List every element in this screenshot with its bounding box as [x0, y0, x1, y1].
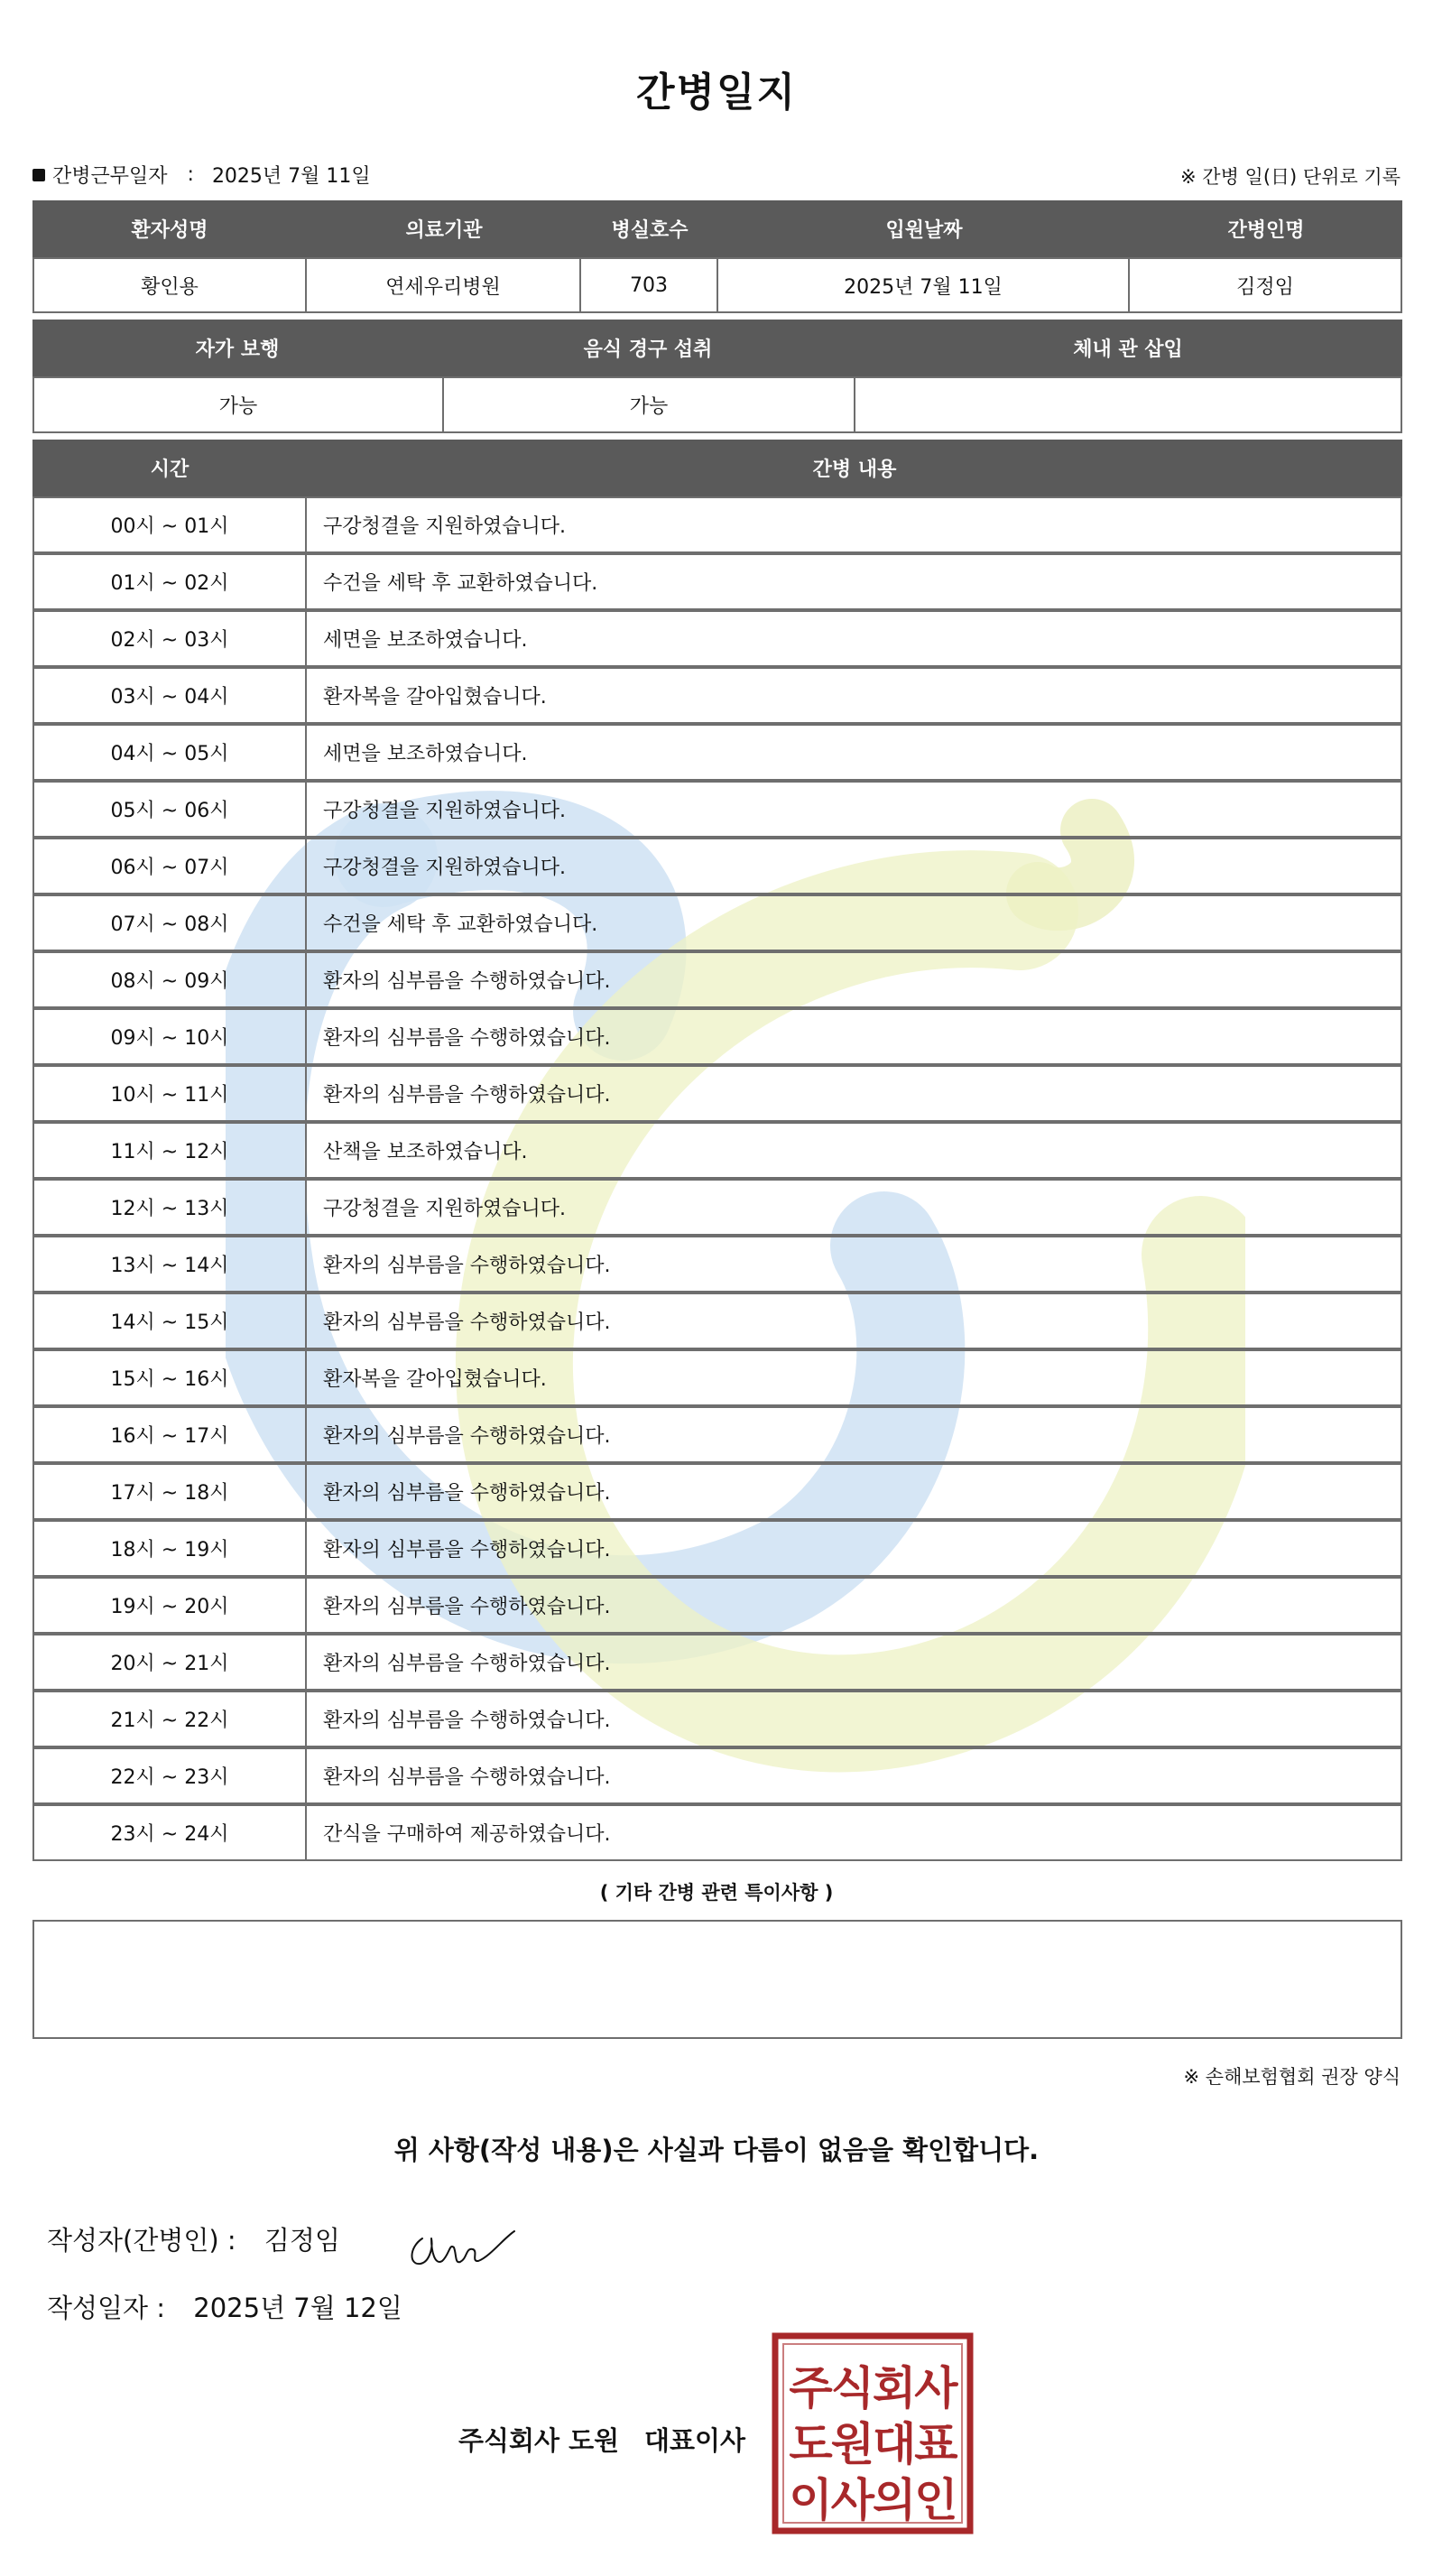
time-cell: 13시 ~ 14시 [32, 1236, 307, 1293]
table-row [32, 1520, 1402, 1577]
care-content-cell: 구강청결을 지원하였습니다. [305, 781, 1402, 838]
work-date-label: 간병근무일자 [52, 165, 168, 188]
time-cell: 11시 ~ 12시 [32, 1122, 307, 1179]
ceo-label: 대표이사 [644, 2425, 746, 2456]
care-content-cell: 환자의 심부름을 수행하였습니다. [305, 1293, 1402, 1349]
header-caregiver-name: 간병인명 [1130, 200, 1402, 257]
table-row [32, 951, 1402, 1008]
table-row [32, 1577, 1402, 1634]
table-row [32, 1804, 1402, 1861]
care-content-cell: 세면을 보조하였습니다. [305, 724, 1402, 781]
time-cell: 12시 ~ 13시 [32, 1179, 307, 1236]
time-cell: 10시 ~ 11시 [32, 1065, 307, 1122]
caregiver-name-value: 김정임 [1128, 257, 1402, 313]
care-content-cell: 환자의 심부름을 수행하였습니다. [305, 1577, 1402, 1634]
time-cell: 17시 ~ 18시 [32, 1463, 307, 1520]
oral-intake-value: 가능 [442, 376, 855, 433]
table-row [32, 496, 1402, 553]
time-cell: 06시 ~ 07시 [32, 838, 307, 894]
care-content-cell: 환자의 심부름을 수행하였습니다. [305, 1463, 1402, 1520]
write-date-line [47, 2288, 402, 2325]
care-content-cell: 구강청결을 지원하였습니다. [305, 496, 1402, 553]
care-content-cell: 환자복을 갈아입혔습니다. [305, 1349, 1402, 1406]
seal-text-line: 도원대표 [789, 2418, 957, 2470]
table-row [32, 1747, 1402, 1804]
tube-insertion-value [854, 376, 1402, 433]
admission-date-value: 2025년 7월 11일 [716, 257, 1130, 313]
care-content-cell: 산책을 보조하였습니다. [305, 1122, 1402, 1179]
care-content-cell: 환자의 심부름을 수행하였습니다. [305, 1634, 1402, 1691]
care-content-cell: 간식을 구매하여 제공하였습니다. [305, 1804, 1402, 1861]
document-title: 간병일지 [635, 69, 797, 116]
header-oral-intake: 음식 경구 섭취 [442, 320, 854, 376]
work-date-value: 2025년 7월 11일 [211, 165, 371, 188]
time-cell: 05시 ~ 06시 [32, 781, 307, 838]
company-seal-stamp [771, 2331, 975, 2535]
time-cell: 07시 ~ 08시 [32, 894, 307, 951]
writer-name: 김정임 [263, 2225, 340, 2256]
time-cell: 21시 ~ 22시 [32, 1691, 307, 1747]
header-self-walking: 자가 보행 [32, 320, 442, 376]
care-content-cell: 환자의 심부름을 수행하였습니다. [305, 1747, 1402, 1804]
write-date-label: 작성일자 : [47, 2293, 166, 2323]
table-row [32, 1634, 1402, 1691]
time-cell: 23시 ~ 24시 [32, 1804, 307, 1861]
table-row [32, 1179, 1402, 1236]
self-walking-value: 가능 [32, 376, 444, 433]
header-patient-name: 환자성명 [32, 200, 307, 257]
care-content-cell: 구강청결을 지원하였습니다. [305, 838, 1402, 894]
notes-box [32, 1920, 1402, 2039]
care-content-cell: 환자의 심부름을 수행하였습니다. [305, 1406, 1402, 1463]
time-cell: 08시 ~ 09시 [32, 951, 307, 1008]
table-row [32, 1122, 1402, 1179]
handwritten-signature [404, 2211, 522, 2275]
header-time: 시간 [32, 440, 307, 496]
writer-label: 작성자(간병인) : [47, 2225, 236, 2256]
care-content-cell: 환자복을 갈아입혔습니다. [305, 667, 1402, 724]
time-cell: 09시 ~ 10시 [32, 1008, 307, 1065]
time-cell: 00시 ~ 01시 [32, 496, 307, 553]
writer-line [47, 2220, 340, 2257]
care-content-cell: 환자의 심부름을 수행하였습니다. [305, 1236, 1402, 1293]
header-admission-date: 입원날짜 [718, 200, 1130, 257]
care-log-header [32, 440, 1402, 496]
table-row [32, 781, 1402, 838]
table-row [32, 724, 1402, 781]
care-content-cell: 세면을 보조하였습니다. [305, 610, 1402, 667]
room-number-value: 703 [579, 257, 718, 313]
time-cell: 18시 ~ 19시 [32, 1520, 307, 1577]
work-date-line [32, 161, 371, 189]
care-content-cell: 환자의 심부름을 수행하였습니다. [305, 1008, 1402, 1065]
time-cell: 02시 ~ 03시 [32, 610, 307, 667]
table-row [32, 1349, 1402, 1406]
patient-name-value: 황인용 [32, 257, 307, 313]
table-row [32, 553, 1402, 610]
status-table [32, 320, 1402, 433]
work-date-colon: : [187, 163, 194, 186]
time-cell: 04시 ~ 05시 [32, 724, 307, 781]
table-row [32, 894, 1402, 951]
hospital-value: 연세우리병원 [305, 257, 581, 313]
notes-title: ( 기타 간병 관련 특이사항 ) [599, 1882, 834, 1904]
care-content-cell: 구강청결을 지원하였습니다. [305, 1179, 1402, 1236]
time-cell: 03시 ~ 04시 [32, 667, 307, 724]
care-content-cell: 환자의 심부름을 수행하였습니다. [305, 1691, 1402, 1747]
care-content-cell: 환자의 심부름을 수행하였습니다. [305, 1520, 1402, 1577]
table-row [32, 667, 1402, 724]
seal-text-line: 주식회사 [789, 2362, 957, 2414]
time-cell: 01시 ~ 02시 [32, 553, 307, 610]
header-hospital: 의료기관 [307, 200, 581, 257]
table-row [32, 1008, 1402, 1065]
company-name: 주식회사 도원 [458, 2425, 620, 2456]
seal-text-line: 이사의인 [789, 2474, 957, 2526]
header-care-content: 간병 내용 [307, 440, 1402, 496]
table-row [32, 1065, 1402, 1122]
table-row [32, 1406, 1402, 1463]
time-cell: 15시 ~ 16시 [32, 1349, 307, 1406]
time-cell: 22시 ~ 23시 [32, 1747, 307, 1804]
time-cell: 19시 ~ 20시 [32, 1577, 307, 1634]
care-content-cell: 환자의 심부름을 수행하였습니다. [305, 951, 1402, 1008]
table-row [32, 1463, 1402, 1520]
header-tube-insertion: 체내 관 삽입 [854, 320, 1402, 376]
table-row [32, 610, 1402, 667]
record-note: ※ 간병 일(日) 단위로 기록 [1180, 166, 1401, 188]
confirmation-statement: 위 사항(작성 내용)은 사실과 다름이 없음을 확인합니다. [393, 2135, 1040, 2165]
table-row [32, 1293, 1402, 1349]
time-cell: 14시 ~ 15시 [32, 1293, 307, 1349]
table-row [32, 838, 1402, 894]
time-cell: 16시 ~ 17시 [32, 1406, 307, 1463]
care-content-cell: 수건을 세탁 후 교환하였습니다. [305, 553, 1402, 610]
square-bullet-icon [32, 169, 45, 181]
patient-table [32, 200, 1402, 313]
care-content-cell: 환자의 심부름을 수행하였습니다. [305, 1065, 1402, 1122]
time-cell: 20시 ~ 21시 [32, 1634, 307, 1691]
table-row [32, 1236, 1402, 1293]
header-room-number: 병실호수 [581, 200, 718, 257]
form-note: ※ 손해보험협회 권장 양식 [1183, 2066, 1401, 2088]
table-row [32, 1691, 1402, 1747]
write-date-value: 2025년 7월 12일 [193, 2293, 402, 2323]
care-content-cell: 수건을 세탁 후 교환하였습니다. [305, 894, 1402, 951]
